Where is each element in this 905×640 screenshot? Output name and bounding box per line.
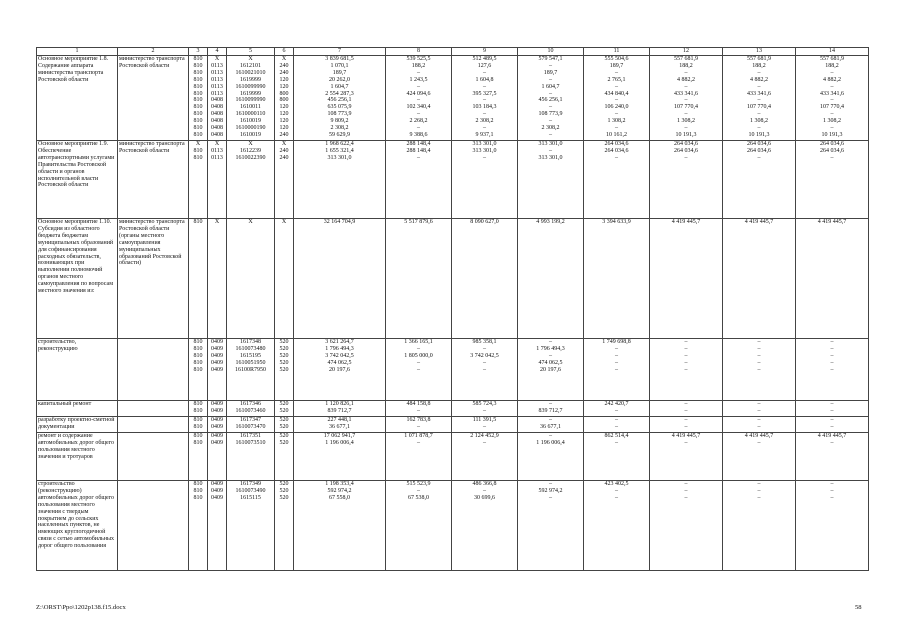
row-name: Основное мероприятие 1.8. Содержание аппарата министерства транспорта Ростовской области [37,56,118,141]
row-executor [118,433,189,481]
footer-page-number: 58 [855,604,862,611]
row-col-10: – 1 796 494,3 – 474 062,5 20 197,6 [518,339,584,401]
row-name: строительство, реконструкцию [37,339,118,401]
column-header-7: 7 [294,48,386,56]
row-col-7: 32 164 704,9 [294,219,386,339]
row-col-10: 4 993 199,2 [518,219,584,339]
row-grbs: 810 810 [189,401,208,417]
row-executor [118,417,189,433]
row-vr: 520 520 520 520 520 [275,339,294,401]
row-vr: Х [275,219,294,339]
column-header-13: 13 [723,48,796,56]
row-col-11: 3 394 633,9 [584,219,650,339]
row-csr: 1617351 1610073510 [227,433,275,481]
row-col-13: 4 419 445,7 – [723,433,796,481]
row-csr: 1617347 1610073470 [227,417,275,433]
row-col-7: 227 448,1 36 677,1 [294,417,386,433]
row-col-7: 1 120 826,1 839 712,7 [294,401,386,417]
row-name: капитальный ремонт [37,401,118,417]
row-col-12: 4 419 445,7 [650,219,723,339]
row-col-13: 4 419 445,7 [723,219,796,339]
row-executor: министерство транспорта Ростовской области [118,56,189,141]
column-header-8: 8 [386,48,452,56]
row-col-12: – – – [650,481,723,571]
row-grbs: 810 [189,219,208,339]
row-col-7: 3 839 681,5 1 070,1 189,7 20 262,0 1 604,7 2 554 287,3 456 256,1 635 075,9 108 773,9 9 809,2 2 308,2 59 629,9 [294,56,386,141]
row-col-11: – – [584,417,650,433]
column-header-9: 9 [452,48,518,56]
row-col-9: 111 391,5 – [452,417,518,433]
row-executor: министерство транспорта Ростовской области (органы местного самоуправления муниципальных образований Ростовской области) [118,219,189,339]
row-rzpr: Х [208,219,227,339]
row-grbs: Х 810 810 [189,141,208,219]
row-name: ремонт и содержание автомобильных дорог общего пользования местного значения и тротуаров [37,433,118,481]
row-executor [118,481,189,571]
row-col-11: 1 749 698,8 – – – – [584,339,650,401]
row-csr: 1617346 1610073460 [227,401,275,417]
row-rzpr: 0409 0409 0409 [208,481,227,571]
row-vr: 520 520 [275,401,294,417]
table-row [37,481,869,571]
row-col-11: 862 514,4 – [584,433,650,481]
row-executor [118,401,189,417]
row-grbs: 810 810 [189,433,208,481]
row-vr: 520 520 [275,417,294,433]
table-header [37,48,869,56]
row-col-13: – – [723,417,796,433]
row-col-10: – 1 196 006,4 [518,433,584,481]
header-row [37,48,869,56]
column-header-1: 1 [37,48,118,56]
row-col-14: – – – [796,481,869,571]
table-row [37,56,869,141]
row-col-10: 313 301,0 – 313 301,0 [518,141,584,219]
row-col-10: – 592 974,2 – [518,481,584,571]
row-executor [118,339,189,401]
table-row [37,433,869,481]
row-col-12: – – – – – [650,339,723,401]
row-col-12: 4 419 445,7 – [650,433,723,481]
row-col-9: 8 090 627,0 [452,219,518,339]
row-vr: 520 520 [275,433,294,481]
row-col-9: 585 724,3 – [452,401,518,417]
row-col-14: 264 034,6 264 034,6 – [796,141,869,219]
row-col-13: 264 034,6 264 034,6 – [723,141,796,219]
table-row [37,141,869,219]
column-header-5: 5 [227,48,275,56]
row-col-14: 4 419 445,7 – [796,433,869,481]
row-col-8: 484 158,8 – [386,401,452,417]
row-col-13: 557 681,9 188,2 – 4 882,2 – 433 341,6 – 107 770,4 – 1 308,2 – 10 191,3 [723,56,796,141]
row-col-8: 515 523,9 – 67 538,0 [386,481,452,571]
row-col-8: 1 366 165,1 – 1 805 000,0 – – [386,339,452,401]
row-rzpr: 0409 0409 [208,417,227,433]
row-name: Основное мероприятие 1.10. Субсидия из областного бюджета бюджетам муниципальных образований для софинансирования расходных обязательств, возникающих при выполнении полномочий органов местного самоуправления по вопросам местного значения из: [37,219,118,339]
row-col-9: 985 358,1 – 3 742 042,5 – – [452,339,518,401]
row-col-14: 557 681,9 188,2 – 4 882,2 – 433 341,6 – 107 770,4 – 1 308,2 – 10 191,3 [796,56,869,141]
row-col-12: – – [650,401,723,417]
row-col-14: – – [796,417,869,433]
row-col-14: – – – – – [796,339,869,401]
budget-table [36,47,869,571]
row-vr: Х 240 240 120 120 800 800 120 120 120 120 240 [275,56,294,141]
row-col-8: 5 517 879,6 [386,219,452,339]
table-row [37,339,869,401]
row-grbs: 810 810 810 810 810 [189,339,208,401]
table-row [37,219,869,339]
table-row [37,417,869,433]
column-header-10: 10 [518,48,584,56]
row-csr: 1617349 1610073490 1615115 [227,481,275,571]
row-col-10: – 36 677,1 [518,417,584,433]
row-rzpr: 0409 0409 0409 0409 0409 [208,339,227,401]
column-header-2: 2 [118,48,189,56]
row-rzpr: 0409 0409 [208,433,227,481]
row-rzpr: Х 0113 0113 [208,141,227,219]
row-col-11: 555 504,6 189,7 – 2 765,1 – 434 840,4 – 106 240,0 – 1 308,2 – 10 161,2 [584,56,650,141]
row-col-13: – – – [723,481,796,571]
row-col-12: 557 681,9 188,2 – 4 882,2 – 433 341,6 – 107 770,4 – 1 308,2 – 10 191,3 [650,56,723,141]
row-col-9: 2 124 452,9 – [452,433,518,481]
row-col-13: – – [723,401,796,417]
row-vr: 520 520 520 [275,481,294,571]
row-col-14: – – [796,401,869,417]
row-col-7: 17 062 941,7 1 196 006,4 [294,433,386,481]
row-col-12: – – [650,417,723,433]
row-col-11: 423 402,5 – – [584,481,650,571]
row-col-11: 242 420,7 – [584,401,650,417]
row-col-9: 486 366,8 – 30 699,6 [452,481,518,571]
column-header-6: 6 [275,48,294,56]
column-header-14: 14 [796,48,869,56]
column-header-11: 11 [584,48,650,56]
row-col-8: 288 148,4 288 148,4 – [386,141,452,219]
table-row [37,401,869,417]
row-col-7: 3 621 264,7 1 796 494,3 3 742 042,5 474 062,5 20 197,6 [294,339,386,401]
row-rzpr: Х 0113 0113 0113 0113 0113 0408 0408 0408 0408 0408 0408 [208,56,227,141]
row-col-10: 579 547,1 – 189,7 – 1 604,7 – 456 256,1 – 108 773,9 – 2 308,2 – [518,56,584,141]
row-vr: Х 240 240 [275,141,294,219]
row-name: строительство (реконструкцию) автомобильных дорог общего пользования местного значения с твердым покрытием до сельских населенных пунктов, не имеющих круглогодичной связи с сетью автомобильных дорог общего пользования [37,481,118,571]
row-csr: Х 1612101 1610021010 1619999 1610099990 1619999 1610099990 1610011 1610000110 1610019 1610000190 1610019 [227,56,275,141]
row-col-7: 1 968 622,4 1 655 321,4 313 301,0 [294,141,386,219]
row-col-11: 264 034,6 264 034,6 – [584,141,650,219]
row-col-14: 4 419 445,7 [796,219,869,339]
row-col-8: 162 783,8 – [386,417,452,433]
row-col-9: 313 301,0 313 301,0 – [452,141,518,219]
row-col-8: 539 525,5 188,2 – 1 243,5 – 424 094,6 – 102 340,4 – 2 268,2 – 9 388,6 [386,56,452,141]
column-header-3: 3 [189,48,208,56]
row-col-7: 1 198 353,4 592 974,2 67 558,0 [294,481,386,571]
row-grbs: 810 810 810 [189,481,208,571]
row-col-10: – 839 712,7 [518,401,584,417]
budget-table-sheet [36,47,868,571]
row-col-13: – – – – – [723,339,796,401]
row-grbs: 810 810 [189,417,208,433]
row-name: Основное мероприятие 1.9. Обеспечение автотранспортными услугами Правительства Ростовской области и органов исполнительной власти Ростовской области [37,141,118,219]
footer-file-path: Z:\ORST\Ppo\1202p138.f15.docx [36,604,126,611]
row-csr: 1617348 1610073480 1615195 1610051950 16100R7950 [227,339,275,401]
row-executor: министерство транспорта Ростовской области [118,141,189,219]
row-col-9: 512 489,5 127,6 – 1 604,8 – 395 327,5 – 103 184,3 – 2 308,2 – 9 937,1 [452,56,518,141]
table-body [37,56,869,571]
column-header-12: 12 [650,48,723,56]
row-grbs: 810 810 810 810 810 810 810 810 810 810 810 810 [189,56,208,141]
row-rzpr: 0409 0409 [208,401,227,417]
column-header-4: 4 [208,48,227,56]
row-col-8: 1 071 878,7 – [386,433,452,481]
row-csr: Х 1612239 1610022390 [227,141,275,219]
row-name: разработку проектно-сметной документации [37,417,118,433]
row-csr: Х [227,219,275,339]
row-col-12: 264 034,6 264 034,6 – [650,141,723,219]
